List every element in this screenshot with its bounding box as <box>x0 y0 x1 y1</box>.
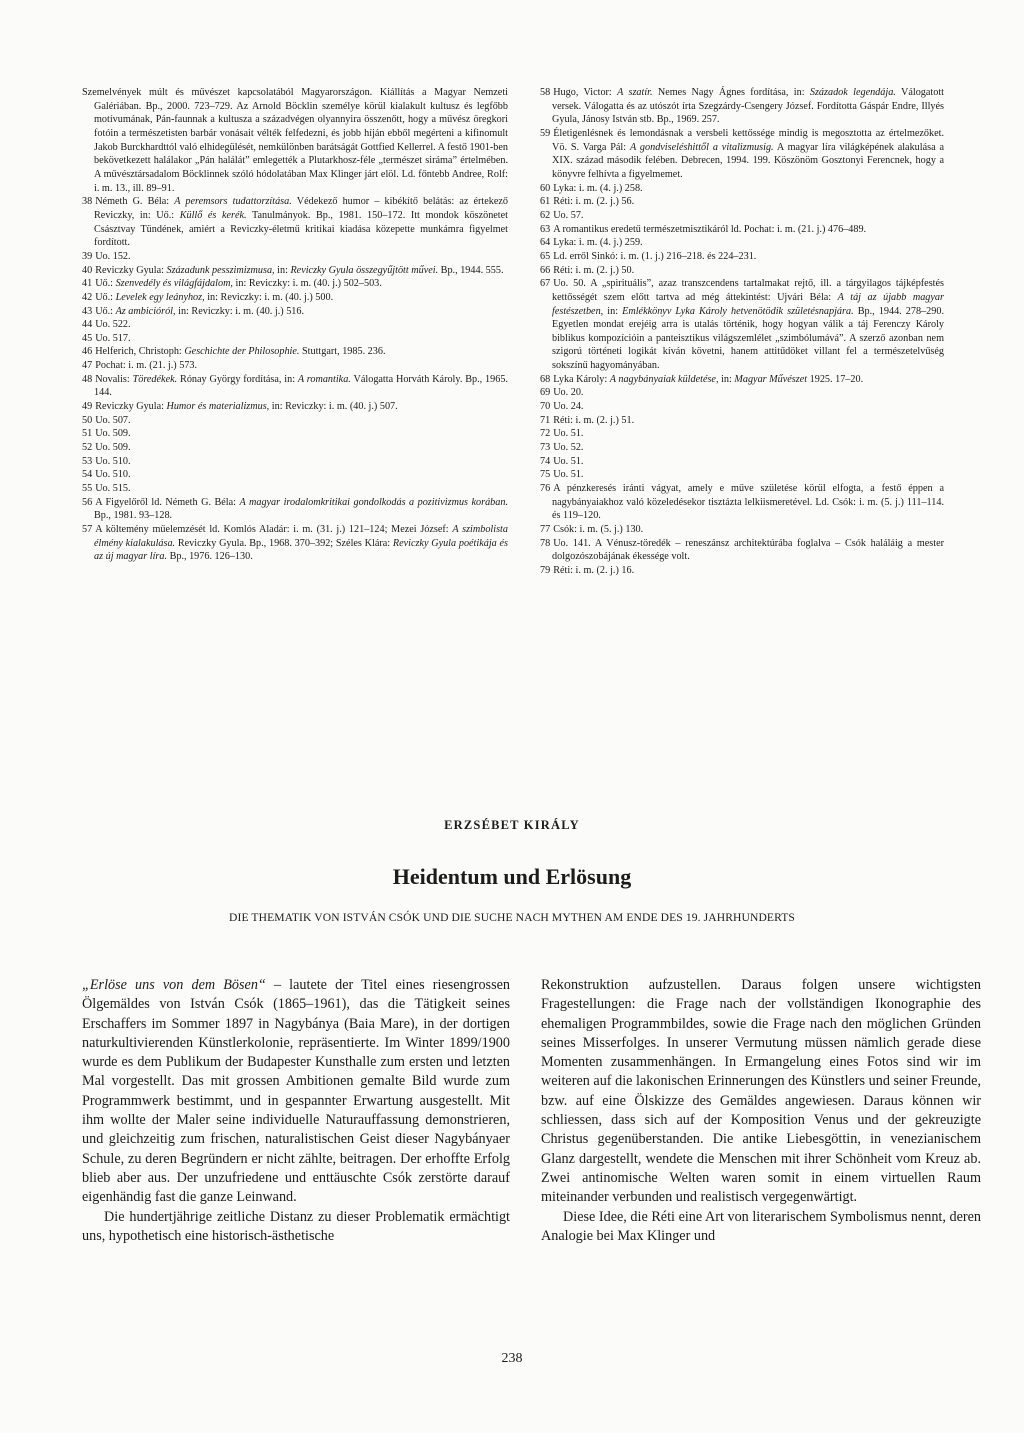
italic-text: Humor és materializmus, <box>166 401 270 413</box>
text-run: Reviczky Gyula: <box>95 264 167 276</box>
text-run: Uo. 24. <box>553 401 584 413</box>
footnote-number: 42 <box>82 291 93 303</box>
text-run: Uő.: <box>95 278 116 290</box>
text-run: A magyar líra világképének alakulása a XIX. század második felében. Debrecen, 1994. 199. Köszönöm Gosztonyi Ferencnek, hogy a könyvre felhívta a figyelmemet. <box>552 141 944 180</box>
footnote-number: 57 <box>82 524 93 535</box>
footnote <box>82 264 508 278</box>
text-run: Pochat: i. m. (21. j.) 573. <box>95 360 198 372</box>
text-run: Uo. 509. <box>95 442 131 454</box>
text-run: in: Reviczky: i. m. (40. j.) 502–503. <box>232 278 382 290</box>
footnote-number: 45 <box>82 332 93 344</box>
footnote <box>540 400 944 414</box>
text-run: Ld. erről Sinkó: i. m. (1. j.) 216–218. és 224–231. <box>553 250 757 262</box>
footnote-number: 51 <box>82 428 93 440</box>
text-run: Helferich, Christoph: <box>95 346 185 358</box>
footnote-number: 49 <box>82 401 93 413</box>
footnote-number: 70 <box>540 401 551 413</box>
footnote-number: 75 <box>540 469 551 481</box>
italic-text: Szenvedély és világfájdalom, <box>115 278 233 290</box>
text-run: Uo. 152. <box>95 250 131 262</box>
footnote <box>82 345 508 359</box>
text-run: Uo. 50. A „spirituális”, azaz transzcendens tartalmakat rejtő, ill. a tárgyilagos tájképfestés kettősségét szem előtt tartva ad még áttekintést: Ujvári Béla: <box>552 278 944 303</box>
footnote <box>540 209 944 223</box>
text-run: A költemény műelemzését ld. Komlós Aladár: i. m. (31. j.) 121–124; Mezei József: <box>95 524 453 535</box>
italic-text: Emlékkönyv Lyka Károly hetvenötödik születésnapjára. <box>622 305 854 317</box>
italic-text: Reviczky Gyula összegyűjtött művei. <box>290 264 439 276</box>
footnote-number: 67 <box>540 278 551 290</box>
text-run: Védekező humor – kibékítő belátás: az értekező Reviczky, in: Uő.: <box>94 196 508 221</box>
text-run: Uo. 51. <box>553 428 584 440</box>
text-run: Bp., 1976. 126–130. <box>167 551 253 563</box>
text-run: Réti: i. m. (2. j.) 51. <box>553 414 635 426</box>
footnote <box>540 386 944 400</box>
footnote-number: 53 <box>82 455 93 467</box>
text-run: in: <box>603 305 623 317</box>
footnote-number: 55 <box>82 483 93 495</box>
footnote <box>540 427 944 441</box>
footnote <box>540 564 944 578</box>
footnote-number: 77 <box>540 524 551 535</box>
footnote-number: 62 <box>540 209 551 221</box>
body-paragraph <box>82 976 510 1208</box>
italic-text: Levelek egy leányhoz, <box>115 291 205 303</box>
text-run: Rónay György fordítása, in: <box>177 373 298 385</box>
italic-text: A szimbolista élmény kialakulása. <box>94 524 508 549</box>
text-run: Lyka: i. m. (4. j.) 259. <box>553 237 643 249</box>
text-run: Uo. 51. <box>553 469 584 481</box>
footnote <box>82 455 508 469</box>
footnote <box>82 482 508 496</box>
article-title: Heidentum und Erlösung <box>392 864 632 889</box>
italic-text: Geschichte der Philosophie. <box>184 346 300 358</box>
text-run: Die hundertjährige zeitliche Distanz zu dieser Problematik ermächtigt uns, hypothetisch eine historisch-ästhetische <box>82 1208 510 1244</box>
footnote <box>540 86 944 127</box>
footnote-number: 72 <box>540 428 551 440</box>
footnote <box>540 182 944 196</box>
text-run: Uo. 509. <box>95 428 131 440</box>
text-run: 1925. 17–20. <box>807 373 864 385</box>
italic-text: Küllő és kerék. <box>179 209 247 221</box>
footnote-number: 76 <box>540 483 551 495</box>
footnote-number: 44 <box>82 319 93 331</box>
text-run: Lyka Károly: <box>553 373 610 385</box>
text-run: Uo. 507. <box>95 414 131 426</box>
footnote-number: 40 <box>82 264 93 276</box>
text-run: in: <box>274 264 291 276</box>
footnote <box>540 250 944 264</box>
text-run: Bp., 1944. 555. <box>438 264 504 276</box>
text-run: Csók: i. m. (5. j.) 130. <box>553 524 644 535</box>
text-run: Uo. 52. <box>553 442 584 454</box>
italic-text: Századok legendája. <box>809 87 896 98</box>
footnote <box>540 373 944 387</box>
italic-text: Magyar Művészet <box>734 373 808 385</box>
footnote <box>540 195 944 209</box>
text-run: Réti: i. m. (2. j.) 56. <box>553 196 635 208</box>
footnote <box>82 523 508 564</box>
footnote <box>540 441 944 455</box>
footnote <box>82 359 508 373</box>
footnote-number: 50 <box>82 414 93 426</box>
footnote <box>540 468 944 482</box>
text-run: – lautete der Titel eines riesengrossen Ölgemäldes von István Csók (1865–1961), das die Tätigkeit seines Erschaffers im Sommer 1897 in Nagybánya (Baia Mare), in der dortigen naturkultivierenden Künstlerkolonie, repräsentierte. Im Winter 1899/1900 wurde es dem Publikum der Budapester Kunsthalle zum ersten und letzten Mal vorgestellt. Das mit grossen Ambitionen gemalte Bild wurde zum Programmwerk bestimmt, und in gespannter Erwartung ausgestellt. Mit ihm wollte der Maler seine individuelle Naturauffassung demonstrieren, und gleichzeitig zum frischen, naturalistischen Geist dieser Nagybányaer Schule, zu deren Begründern er nicht zählte, beitragen. Der erhoffte Erfolg blieb aber aus. Der unzufriedene und enttäuschte Csók zerstörte darauf eigenhändig fast die ganze Leinwand. <box>82 977 510 1206</box>
italic-text: „Erlöse uns von dem Bösen“ <box>82 977 266 993</box>
article-author: ERZSÉBET KIRÁLY <box>444 818 580 832</box>
footnote-number: 79 <box>540 564 551 576</box>
footnote-number: 59 <box>540 127 551 139</box>
footnote <box>540 223 944 237</box>
text-run: Hugo, Victor: <box>553 87 618 98</box>
text-run: Bp., 1981. 93–128. <box>94 510 173 522</box>
italic-text: A magyar irodalomkritikai gondolkodás a pozitivizmus korában. <box>239 496 508 508</box>
body-text-right-column <box>541 976 981 1246</box>
footnote <box>540 455 944 469</box>
footnote <box>82 305 508 319</box>
text-run: Lyka: i. m. (4. j.) 258. <box>553 182 643 194</box>
text-run: Uo. 51. <box>553 455 584 467</box>
italic-text: Töredékek. <box>132 373 178 385</box>
italic-text: A gondviseléshittől a vitalizmusig. <box>629 141 774 153</box>
footnotes-left-column <box>82 86 508 564</box>
text-run: Reviczky Gyula: <box>95 401 167 413</box>
text-run: Uo. 510. <box>95 469 131 481</box>
footnote <box>540 127 944 182</box>
footnote-number: 78 <box>540 537 551 549</box>
footnote-number: 68 <box>540 373 551 385</box>
text-run: in: Reviczky: i. m. (40. j.) 507. <box>269 401 398 413</box>
italic-text: Századunk pesszimizmusa, <box>166 264 275 276</box>
footnote <box>82 496 508 523</box>
italic-text: A romantika. <box>297 373 351 385</box>
footnote-number: 63 <box>540 223 551 235</box>
text-run: Németh G. Béla: <box>95 196 175 208</box>
footnote <box>82 441 508 455</box>
footnote-number: 46 <box>82 346 93 358</box>
text-run: Uő.: <box>95 305 116 317</box>
body-paragraph <box>541 976 981 1208</box>
italic-text: Az ambicióról, <box>115 305 176 317</box>
footnote <box>82 318 508 332</box>
footnote <box>82 427 508 441</box>
footnote-number: 60 <box>540 182 551 194</box>
body-paragraph <box>541 1208 981 1247</box>
footnotes-right-column <box>540 86 944 578</box>
footnote <box>82 195 508 250</box>
text-run: in: Reviczky: i. m. (40. j.) 500. <box>204 291 334 303</box>
footnote-number: 43 <box>82 305 93 317</box>
footnote-number: 52 <box>82 442 93 454</box>
footnote <box>540 277 944 373</box>
footnote <box>540 537 944 564</box>
italic-text: A szatír. <box>617 87 653 98</box>
footnote-number: 56 <box>82 496 93 508</box>
text-run: Válogatott versek. Válogatta és az utószót írta Szegzárdy-Csengery József. Fordította Gáspár Endre, Illyés Gyula, Jánosy István stb. Bp., 1969. 257. <box>552 87 945 126</box>
text-run: Uő.: <box>95 291 116 303</box>
text-run: Reviczky Gyula. Bp., 1968. 370–392; Széles Klára: <box>175 537 393 549</box>
footnote <box>82 291 508 305</box>
footnote-number: 41 <box>82 278 93 290</box>
text-run: Uo. 517. <box>95 332 131 344</box>
text-run: Tanulmányok. Bp., 1981. 150–172. Itt mondok köszönetet Császtvay Tündének, amiért a Reviczky-életmű kritikai kiadása közepette munkámra figyelmet fordított. <box>94 209 508 249</box>
footnote <box>540 482 944 523</box>
footnote-number: 48 <box>82 373 93 385</box>
italic-text: A peremsors tudattorzítása. <box>174 196 292 208</box>
text-run: in: Reviczky: i. m. (40. j.) 516. <box>175 305 305 317</box>
italic-text: A táj az újabb magyar festészetben, <box>552 291 944 317</box>
footnote <box>540 236 944 250</box>
body-text-left-column <box>82 976 510 1246</box>
footnote <box>82 414 508 428</box>
text-run: Uo. 522. <box>95 319 131 331</box>
text-run: Bp., 1944. 278–290. Egyetlen mondat erejéig arra is utalás történik, hogy hogyan válik a táj Ferenczy Károly biblikus kompozícióin a panteisztikus világszemlélet „szimbólumává”. A szerző azonban nem szigorú történeti logikát kíván követni, hanem attitűdöket villant fel a természetelvűség sokszínű hagyományában. <box>552 305 944 372</box>
footnote-number: 65 <box>540 250 551 262</box>
footnote-number: 58 <box>540 87 551 98</box>
footnote-number: 61 <box>540 196 551 208</box>
footnote-number: 64 <box>540 237 551 249</box>
footnote-number: 66 <box>540 264 551 276</box>
italic-text: A nagybányaiak küldetése, <box>609 373 719 385</box>
footnote <box>82 86 508 195</box>
footnote <box>82 250 508 264</box>
footnote-number: 47 <box>82 360 93 372</box>
footnote <box>82 277 508 291</box>
footnote <box>82 373 508 400</box>
text-run: Életigenlésnek és lemondásnak a versbeli kettőssége mindig is megosztotta az értelmezőket. Vö. S. Varga Pál: <box>552 127 944 153</box>
footnote-number: 69 <box>540 387 551 399</box>
article-subtitle: DIE THEMATIK VON ISTVÁN CSÓK UND DIE SUCHE NACH MYTHEN AM ENDE DES 19. JAHRHUNDERTS <box>229 911 795 924</box>
text-run: Uo. 57. <box>553 209 584 221</box>
italic-text: Reviczky Gyula poétikája és az új magyar líra. <box>94 537 508 563</box>
text-run: A romantikus eredetű természetmisztikáról ld. Pochat: i. m. (21. j.) 476–489. <box>553 223 867 235</box>
text-run: Novalis: <box>95 373 133 385</box>
text-run: Réti: i. m. (2. j.) 16. <box>553 564 635 576</box>
text-run: Uo. 141. A Vénusz-töredék – reneszánsz architektúrába foglalva – Csók haláláig a mester dolgozószobájának ékessége volt. <box>552 537 944 563</box>
footnote-number: 71 <box>540 414 551 426</box>
footnote <box>82 468 508 482</box>
text-run: Réti: i. m. (2. j.) 50. <box>553 264 635 276</box>
text-run: Stuttgart, 1985. 236. <box>299 346 386 358</box>
text-run: Rekonstruktion aufzustellen. Daraus folgen unsere wichtigsten Fragestellungen: die Frage nach der vollständigen Ikonographie des ehemaligen Programmbildes, sowie die Frage nach den möglichen Gründen seines Misserfolges. In unserer Vermutung müssen nämlich gerade diese Momenten zusammenhängen. In Ermangelung eines Fotos sind wir im weiteren auf die lakonischen Erinnerungen des Künstlers und seiner Freunde, bzw. auf eine Ölskizze des Gemäldes angewiesen. Daraus können wir schliessen, dass sich auf der Komposition Venus und der gekreuzigte Christus gegenüberstanden. Die antike Liebesgöttin, in venezianischem Glanz dargestellt, wendete die Menschen mit ihrer Schönheit vom Kreuz ab. Zwei antinomische Welten waren somit in einem virtuellen Raum miteinander verbunden und realistisch vergegenwärtigt. <box>541 977 981 1206</box>
footnote <box>540 414 944 428</box>
footnote <box>82 332 508 346</box>
body-paragraph <box>82 1208 510 1247</box>
text-run: Uo. 510. <box>95 455 131 467</box>
footnote <box>540 523 944 537</box>
footnote <box>540 264 944 278</box>
text-run: Válogatta Horváth Károly. Bp., 1965. 144. <box>94 373 508 399</box>
footnote-number: 39 <box>82 250 93 262</box>
footnote-number: 54 <box>82 469 93 481</box>
footnote-number: 74 <box>540 455 551 467</box>
text-run: A Figyelőről ld. Németh G. Béla: <box>95 496 240 508</box>
page-number: 238 <box>501 1351 523 1366</box>
text-run: in: <box>718 373 735 385</box>
text-run: Uo. 515. <box>95 483 131 495</box>
text-run: Uo. 20. <box>553 387 584 399</box>
text-run: A pénzkeresés iránti vágyat, amely e műve születése körül elfogta, a festő éppen a nagybányaiakhoz való közeledésekor tisztázta lelkiismeretével. Ld. Csók: i. m. (5. j.) 111–114. és 119–120. <box>552 483 944 522</box>
text-run: Nemes Nagy Ágnes fordítása, in: <box>652 87 810 98</box>
footnote-number: 73 <box>540 442 551 454</box>
footnote-number: 38 <box>82 196 93 208</box>
text-run: Diese Idee, die Réti eine Art von literarischem Symbolismus nennt, deren Analogie bei Max Klinger und <box>541 1208 981 1244</box>
text-run: Szemelvények múlt és művészet kapcsolatából Magyarországon. Kiállítás a Magyar Nemzeti Galériában. Bp., 2000. 723–729. Az Arnold Böcklin személye körül kialakult kultusz és legfőbb motívumának, Pán-faunnak a kultusza a századvégen olyannyira összenőtt, hogy a művész öregkori fotóin a természetisten barbár vonásait vélték felfedezni, és jobb híján ebből megérteni a kifinomult Jakob Burckhardttól való elhidegülését, nemkülönben barátságát Gottfied Kellerrel. A festő 1901-ben bekövetkezett halálakor „Pán halálát” emlegették a Plutarkhosz-féle „természet siráma” értelmében. A művésztársadalom Böcklinnek szóló hódolatában Max Klinger járt elöl. Ld. főntebb Andree, Rolf: i. m. 13., ill. 89–91. <box>82 87 508 194</box>
footnote <box>82 400 508 414</box>
